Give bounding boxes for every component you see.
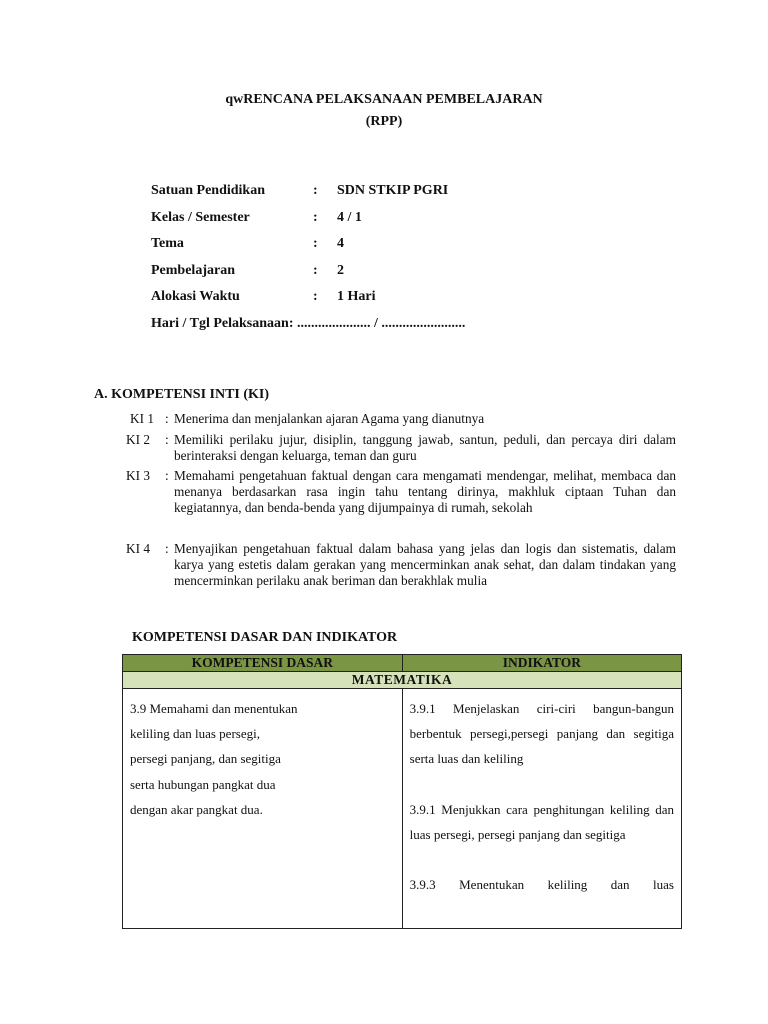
info-label: Tema (151, 236, 184, 251)
ki-item-4 (126, 541, 676, 609)
ki-item-1 (126, 411, 676, 428)
info-colon: : (313, 210, 318, 225)
table-row (123, 689, 682, 929)
section-a-heading: A. KOMPETENSI INTI (KI) (94, 387, 270, 402)
ki-colon: : (165, 411, 169, 426)
info-value: 4 (337, 236, 344, 251)
info-label: Satuan Pendidikan (151, 183, 265, 198)
indikator-cell (402, 689, 681, 929)
ki-item-3 (126, 468, 676, 536)
info-label: Alokasi Waktu (151, 289, 240, 304)
ki-colon: : (165, 468, 169, 483)
pelaksanaan-text: Hari / Tgl Pelaksanaan: ..................... / ........................ (151, 316, 466, 331)
ki-text: Menerima dan menjalankan ajaran Agama yang dianutnya (174, 411, 485, 426)
info-value: 1 Hari (337, 289, 376, 304)
ki-text: Memiliki perilaku jujur, disiplin, tanggung jawab, santun, peduli, dan percaya diri dalam berinteraksi dengan keluarga, teman dan guru (174, 432, 676, 464)
kd-indikator-table (122, 654, 682, 929)
section-b-heading: KOMPETENSI DASAR DAN INDIKATOR (132, 630, 398, 645)
indikator-item: 3.9.3 Menentukan keliling dan luas (409, 877, 674, 893)
info-value: 4 / 1 (337, 210, 362, 225)
indikator-item: 3.9.1 Menjukkan cara penghitungan keliling dan luas persegi, persegi panjang dan segitiga (409, 801, 674, 842)
info-value: 2 (337, 263, 344, 278)
ki-colon: : (165, 432, 169, 447)
info-value: SDN STKIP PGRI (337, 183, 449, 198)
info-label: Kelas / Semester (151, 210, 250, 225)
subject-row (123, 672, 682, 689)
document-subtitle: (RPP) (365, 114, 403, 129)
kd-line: serta hubungan pangkat dua (130, 776, 276, 792)
ki-item-2 (126, 432, 676, 466)
info-colon: : (313, 236, 318, 251)
kd-line: dengan akar pangkat dua. (130, 801, 263, 817)
kd-line: 3.9 Memahami dan menentukan (130, 701, 298, 716)
ki-text: Memahami pengetahuan faktual dengan cara mengamati mendengar, melihat, membaca dan menanya berdasarkan rasa ingin tahu tentang dirinya, makhluk ciptaan Tuhan dan kegiatannya, dan benda-benda yang dijumpainya di rumah, sekolah (174, 468, 676, 516)
subject-label: MATEMATIKA (123, 672, 682, 689)
ki-code: KI 4 (126, 541, 151, 556)
col-header-indikator: INDIKATOR (402, 655, 681, 672)
info-colon: : (313, 263, 318, 278)
col-header-kd: KOMPETENSI DASAR (123, 655, 403, 672)
info-label: Pembelajaran (151, 263, 235, 278)
ki-colon: : (165, 541, 169, 556)
table-header-row (123, 655, 682, 672)
kd-line: persegi panjang, dan segitiga (130, 751, 281, 767)
info-colon: : (313, 183, 318, 198)
kd-cell (123, 689, 403, 929)
document-title: qwRENCANA PELAKSANAAN PEMBELAJARAN (225, 92, 543, 107)
kd-line: keliling dan luas persegi, (130, 726, 260, 742)
ki-code: KI 1 (130, 411, 155, 426)
ki-text: Menyajikan pengetahuan faktual dalam bahasa yang jelas dan logis dan sistematis, dalam karya yang estetis dalam gerakan yang mencerminkan anak sehat, dan dalam tindakan yang mencerminkan perilaku anak beriman dan berakhlak mulia (174, 541, 676, 589)
ki-code: KI 3 (126, 468, 151, 483)
info-colon: : (313, 289, 318, 304)
indikator-item: 3.9.1 Menjelaskan ciri-ciri bangun-bangun berbentuk persegi,persegi panjang dan segitiga serta luas dan keliling (409, 701, 674, 767)
ki-code: KI 2 (126, 432, 151, 447)
